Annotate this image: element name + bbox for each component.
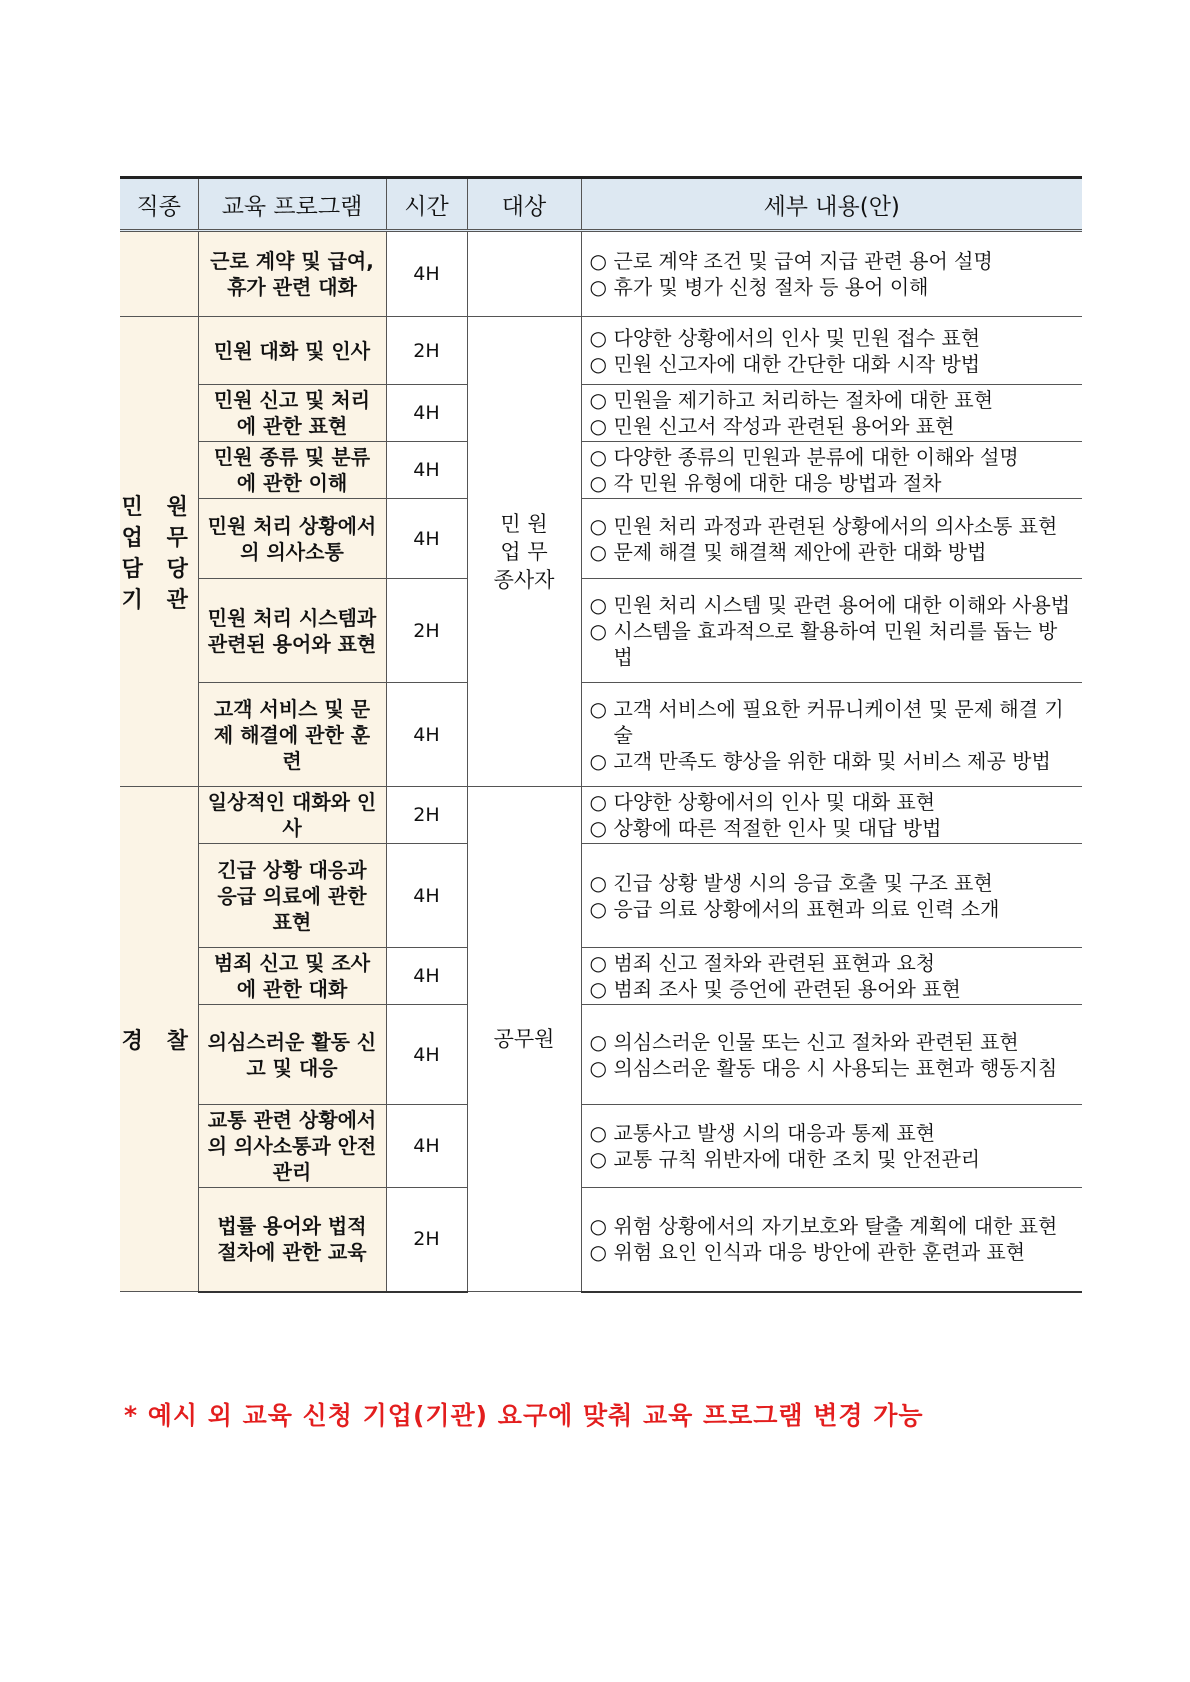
detail-item bbox=[590, 1213, 1077, 1239]
detail-text: 범죄 신고 절차와 관련된 표현과 요청 bbox=[613, 951, 936, 975]
detail-item bbox=[590, 351, 1077, 377]
detail-text: 민원 처리 시스템 및 관련 용어에 대한 이해와 사용법 bbox=[613, 592, 1071, 617]
target-line: 종사자 bbox=[493, 567, 555, 592]
circle-bullet-icon: ○ bbox=[589, 1214, 607, 1239]
program-cell: 의심스러운 활동 신고 및 대응 bbox=[198, 1005, 386, 1105]
time-cell: 4H bbox=[386, 1105, 467, 1188]
curriculum-document bbox=[120, 176, 1082, 1293]
detail-item bbox=[590, 1055, 1077, 1081]
header-job: 직종 bbox=[120, 178, 198, 231]
footnote: * 예시 외 교육 신청 기업(기관) 요구에 맞춰 교육 프로그램 변경 가능 bbox=[124, 1401, 924, 1430]
job-cell bbox=[120, 231, 198, 317]
detail-text: 고객 만족도 향상을 위한 대화 및 서비스 제공 방법 bbox=[613, 748, 1051, 773]
circle-bullet-icon: ○ bbox=[589, 513, 607, 538]
detail-cell bbox=[581, 683, 1082, 787]
table-body bbox=[120, 231, 1082, 1292]
table-row bbox=[120, 1105, 1082, 1188]
detail-item bbox=[590, 976, 1077, 1002]
detail-text: 시스템을 효과적으로 활용하여 민원 처리를 돕는 방법 bbox=[613, 618, 1058, 669]
target-cell bbox=[467, 787, 581, 1292]
table-row bbox=[120, 787, 1082, 844]
detail-item bbox=[590, 387, 1077, 413]
time-cell: 4H bbox=[386, 948, 467, 1005]
detail-cell bbox=[581, 231, 1082, 317]
circle-bullet-icon: ○ bbox=[589, 592, 607, 617]
table-row bbox=[120, 844, 1082, 948]
detail-item bbox=[590, 815, 1077, 841]
detail-cell bbox=[581, 579, 1082, 683]
header-target: 대상 bbox=[467, 178, 581, 231]
circle-bullet-icon: ○ bbox=[589, 539, 607, 564]
program-cell: 민원 종류 및 분류에 관한 이해 bbox=[198, 442, 386, 499]
detail-item bbox=[590, 248, 1077, 274]
circle-bullet-icon: ○ bbox=[589, 951, 607, 975]
circle-bullet-icon: ○ bbox=[589, 1121, 607, 1145]
circle-bullet-icon: ○ bbox=[589, 445, 607, 469]
circle-bullet-icon: ○ bbox=[589, 388, 607, 412]
detail-item bbox=[590, 696, 1077, 748]
program-cell: 민원 신고 및 처리에 관한 표현 bbox=[198, 385, 386, 442]
detail-item bbox=[590, 618, 1077, 670]
detail-item bbox=[590, 1120, 1077, 1146]
table-row bbox=[120, 1188, 1082, 1292]
detail-text: 상황에 따른 적절한 인사 및 대답 방법 bbox=[613, 816, 942, 840]
time-cell: 4H bbox=[386, 844, 467, 948]
job-cell bbox=[120, 317, 198, 787]
circle-bullet-icon: ○ bbox=[589, 696, 607, 721]
detail-item bbox=[590, 950, 1077, 976]
job-label: 경 찰 bbox=[121, 1028, 196, 1054]
circle-bullet-icon: ○ bbox=[589, 351, 607, 376]
detail-text: 응급 의료 상황에서의 표현과 의료 인력 소개 bbox=[613, 896, 1000, 921]
time-cell: 2H bbox=[386, 787, 467, 844]
detail-item bbox=[590, 539, 1077, 565]
detail-item bbox=[590, 789, 1077, 815]
detail-item bbox=[590, 748, 1077, 774]
detail-item bbox=[590, 325, 1077, 351]
circle-bullet-icon: ○ bbox=[589, 275, 607, 299]
detail-text: 민원 신고서 작성과 관련된 용어와 표현 bbox=[613, 414, 955, 438]
program-cell: 교통 관련 상황에서의 의사소통과 안전 관리 bbox=[198, 1105, 386, 1188]
detail-text: 각 민원 유형에 대한 대응 방법과 절차 bbox=[613, 471, 942, 495]
detail-text: 민원 신고자에 대한 간단한 대화 시작 방법 bbox=[613, 351, 981, 376]
detail-text: 위험 상황에서의 자기보호와 탈출 계획에 대한 표현 bbox=[613, 1214, 1058, 1239]
detail-text: 의심스러운 인물 또는 신고 절차와 관련된 표현 bbox=[613, 1029, 1019, 1054]
detail-text: 다양한 종류의 민원과 분류에 대한 이해와 설명 bbox=[613, 445, 1019, 469]
job-line: 민 원 bbox=[121, 494, 196, 520]
table-row bbox=[120, 499, 1082, 579]
circle-bullet-icon: ○ bbox=[589, 325, 607, 350]
curriculum-table bbox=[120, 176, 1082, 1293]
table-row bbox=[120, 579, 1082, 683]
circle-bullet-icon: ○ bbox=[589, 896, 607, 921]
detail-item bbox=[590, 870, 1077, 896]
detail-item bbox=[590, 1239, 1077, 1265]
table-row bbox=[120, 1005, 1082, 1105]
header-details: 세부 내용(안) bbox=[581, 178, 1082, 231]
detail-cell bbox=[581, 948, 1082, 1005]
detail-text: 다양한 상황에서의 인사 및 대화 표현 bbox=[613, 790, 936, 814]
detail-text: 다양한 상황에서의 인사 및 민원 접수 표현 bbox=[613, 325, 981, 350]
program-cell: 범죄 신고 및 조사에 관한 대화 bbox=[198, 948, 386, 1005]
detail-item bbox=[590, 413, 1077, 439]
job-line: 담 당 bbox=[121, 556, 196, 582]
time-cell: 4H bbox=[386, 231, 467, 317]
program-cell: 근로 계약 및 급여, 휴가 관련 대화 bbox=[198, 231, 386, 317]
target-cell bbox=[467, 231, 581, 317]
table-row bbox=[120, 385, 1082, 442]
circle-bullet-icon: ○ bbox=[589, 1240, 607, 1265]
job-line: 업 무 bbox=[121, 525, 196, 551]
detail-item bbox=[590, 470, 1077, 496]
time-cell: 4H bbox=[386, 1005, 467, 1105]
circle-bullet-icon: ○ bbox=[589, 618, 607, 643]
detail-cell bbox=[581, 1105, 1082, 1188]
target-line: 민 원 bbox=[500, 511, 548, 536]
job-cell bbox=[120, 787, 198, 1292]
table-row bbox=[120, 317, 1082, 385]
circle-bullet-icon: ○ bbox=[589, 1029, 607, 1054]
time-cell: 4H bbox=[386, 385, 467, 442]
time-cell: 4H bbox=[386, 442, 467, 499]
target-label: 공무원 bbox=[493, 1027, 555, 1051]
detail-cell bbox=[581, 317, 1082, 385]
circle-bullet-icon: ○ bbox=[589, 870, 607, 895]
job-line: 기 관 bbox=[121, 587, 196, 613]
detail-text: 휴가 및 병가 신청 절차 등 용어 이해 bbox=[613, 275, 929, 299]
detail-item bbox=[590, 896, 1077, 922]
program-cell: 고객 서비스 및 문제 해결에 관한 훈련 bbox=[198, 683, 386, 787]
target-cell bbox=[467, 317, 581, 787]
detail-text: 의심스러운 활동 대응 시 사용되는 표현과 행동지침 bbox=[613, 1055, 1058, 1080]
detail-cell bbox=[581, 844, 1082, 948]
detail-text: 민원 처리 과정과 관련된 상황에서의 의사소통 표현 bbox=[613, 513, 1058, 538]
circle-bullet-icon: ○ bbox=[589, 1147, 607, 1171]
detail-item bbox=[590, 1146, 1077, 1172]
detail-cell bbox=[581, 787, 1082, 844]
detail-cell bbox=[581, 385, 1082, 442]
detail-item bbox=[590, 1029, 1077, 1055]
circle-bullet-icon: ○ bbox=[589, 748, 607, 773]
detail-cell bbox=[581, 1005, 1082, 1105]
detail-text: 민원을 제기하고 처리하는 절차에 대한 표현 bbox=[613, 388, 994, 412]
program-cell: 민원 처리 시스템과 관련된 용어와 표현 bbox=[198, 579, 386, 683]
circle-bullet-icon: ○ bbox=[589, 471, 607, 495]
detail-text: 긴급 상황 발생 시의 응급 호출 및 구조 표현 bbox=[613, 870, 993, 895]
table-row bbox=[120, 231, 1082, 317]
table-row bbox=[120, 948, 1082, 1005]
header-program: 교육 프로그램 bbox=[198, 178, 386, 231]
detail-item bbox=[590, 592, 1077, 618]
program-cell: 법률 용어와 법적 절차에 관한 교육 bbox=[198, 1188, 386, 1292]
detail-item bbox=[590, 513, 1077, 539]
program-cell: 민원 대화 및 인사 bbox=[198, 317, 386, 385]
header-time: 시간 bbox=[386, 178, 467, 231]
detail-cell bbox=[581, 499, 1082, 579]
detail-text: 위험 요인 인식과 대응 방안에 관한 훈련과 표현 bbox=[613, 1240, 1026, 1265]
detail-text: 교통사고 발생 시의 대응과 통제 표현 bbox=[613, 1121, 936, 1145]
table-row bbox=[120, 442, 1082, 499]
program-cell: 긴급 상황 대응과 응급 의료에 관한 표현 bbox=[198, 844, 386, 948]
time-cell: 2H bbox=[386, 579, 467, 683]
detail-cell bbox=[581, 1188, 1082, 1292]
time-cell: 4H bbox=[386, 499, 467, 579]
detail-text: 범죄 조사 및 증언에 관련된 용어와 표현 bbox=[613, 977, 961, 1001]
circle-bullet-icon: ○ bbox=[589, 414, 607, 438]
circle-bullet-icon: ○ bbox=[589, 816, 607, 840]
circle-bullet-icon: ○ bbox=[589, 790, 607, 814]
detail-text: 고객 서비스에 필요한 커뮤니케이션 및 문제 해결 기술 bbox=[613, 696, 1064, 747]
detail-item bbox=[590, 444, 1077, 470]
circle-bullet-icon: ○ bbox=[589, 1055, 607, 1080]
target-line: 업 무 bbox=[500, 539, 548, 564]
program-cell: 일상적인 대화와 인사 bbox=[198, 787, 386, 844]
detail-text: 문제 해결 및 해결책 제안에 관한 대화 방법 bbox=[613, 539, 987, 564]
table-row bbox=[120, 683, 1082, 787]
detail-text: 근로 계약 조건 및 급여 지급 관련 용어 설명 bbox=[613, 249, 993, 273]
detail-cell bbox=[581, 442, 1082, 499]
time-cell: 2H bbox=[386, 317, 467, 385]
detail-text: 교통 규칙 위반자에 대한 조치 및 안전관리 bbox=[613, 1147, 981, 1171]
table-header-row bbox=[120, 178, 1082, 231]
circle-bullet-icon: ○ bbox=[589, 977, 607, 1001]
detail-item bbox=[590, 274, 1077, 300]
circle-bullet-icon: ○ bbox=[589, 249, 607, 273]
time-cell: 2H bbox=[386, 1188, 467, 1292]
program-cell: 민원 처리 상황에서의 의사소통 bbox=[198, 499, 386, 579]
time-cell: 4H bbox=[386, 683, 467, 787]
